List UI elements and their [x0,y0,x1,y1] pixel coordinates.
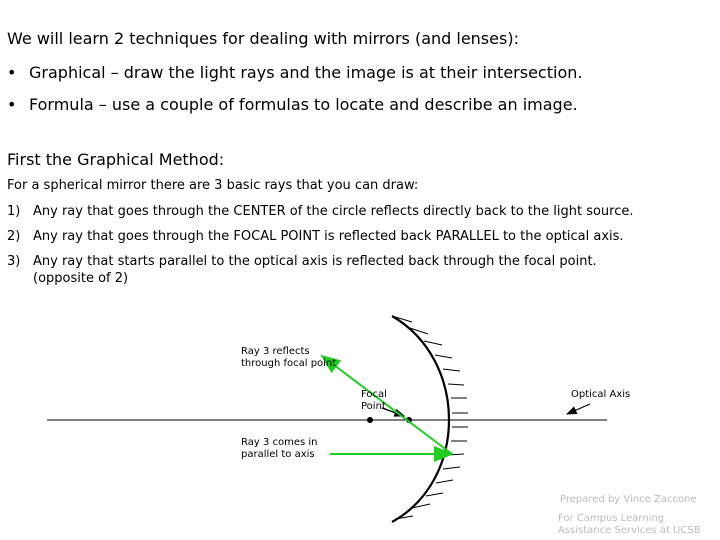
credit-line: For Campus Learning [558,513,665,524]
rule-item-3-continued: (opposite of 2) [33,271,129,286]
label-line: through focal point [241,358,337,369]
rule-number: 1) [7,204,21,219]
bullet-marker: • [7,63,17,82]
label-focal-point [361,389,387,413]
credit-organization [558,513,701,537]
bullet-text: Graphical – draw the light rays and the image is at their intersection. [29,63,583,82]
rule-number: 2) [7,229,21,244]
bullet-marker: • [7,95,17,114]
intro-text: We will learn 2 techniques for dealing with mirrors (and lenses): [7,29,519,48]
rule-text: Any ray that goes through the CENTER of the circle reflects directly back to the light source. [33,204,634,219]
label-line: Point [361,401,386,412]
concave-mirror [392,316,449,522]
label-ray-reflects [241,346,336,370]
reflected-ray [322,356,452,454]
center-point [367,417,373,423]
credit-line: Assistance Services at UCSB [558,525,701,536]
label-ray-comes-in [241,437,318,461]
label-line: Focal [361,389,387,400]
label-line: Ray 3 comes in [241,437,318,448]
label-line: parallel to axis [241,449,315,460]
section-heading: First the Graphical Method: [7,150,225,169]
rule-number: 3) [7,254,21,269]
rule-text: Any ray that starts parallel to the optical axis is reflected back through the focal point. [33,254,597,269]
credit-prepared-by: Prepared by Vince Zaccone [560,494,697,505]
optical-axis-leader-arrow [567,404,590,414]
rule-text: Any ray that goes through the FOCAL POINT is reflected back PARALLEL to the optical axis. [33,229,624,244]
label-optical-axis: Optical Axis [571,389,631,400]
label-line: Ray 3 reflects [241,346,310,357]
bullet-text: Formula – use a couple of formulas to locate and describe an image. [29,95,578,114]
intro-paragraph: For a spherical mirror there are 3 basic rays that you can draw: [7,178,419,193]
